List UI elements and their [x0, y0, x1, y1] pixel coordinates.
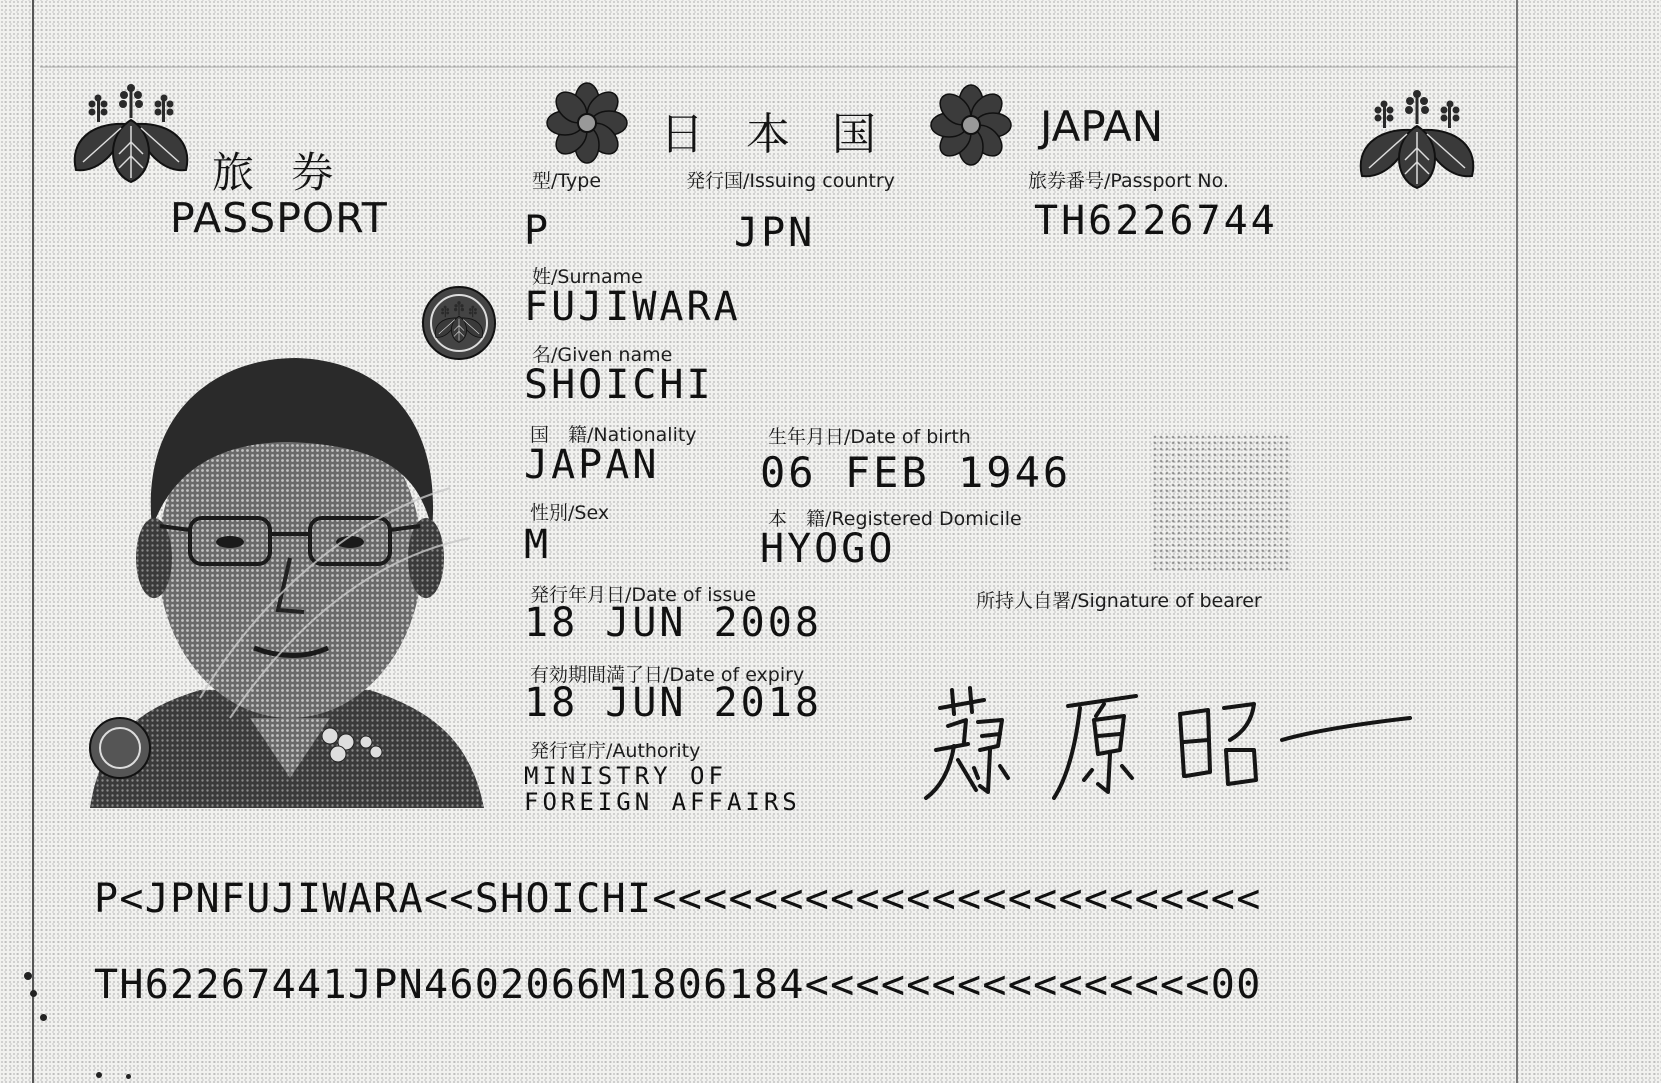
registered-domicile-value: HYOGO — [760, 526, 896, 572]
signature-label: 所持人自署/Signature of bearer — [976, 590, 1262, 612]
surname-label: 姓/Surname — [532, 266, 643, 288]
date-of-expiry-label: 有効期間満了日/Date of expiry — [530, 664, 805, 686]
date-of-issue-label: 発行年月日/Date of issue — [530, 584, 757, 606]
japan-kanji-title: 日 本 国 — [660, 109, 890, 160]
date-of-issue-value: 18 JUN 2008 — [524, 600, 822, 646]
passport-no-label: 旅券番号/Passport No. — [1028, 170, 1229, 192]
type-label: 型/Type — [532, 170, 602, 192]
date-of-expiry-value: 18 JUN 2018 — [524, 680, 822, 726]
paulownia-crest-icon — [66, 80, 196, 200]
scan-speckle — [24, 972, 32, 980]
passport-title: PASSPORT — [170, 194, 388, 242]
registered-domicile-label: 本 籍/Registered Domicile — [768, 508, 1022, 530]
authority-label: 発行官庁/Authority — [530, 740, 701, 762]
nationality-value: JAPAN — [524, 442, 660, 488]
issuing-country-label: 発行国/Issuing country — [686, 170, 895, 192]
holder-photo — [70, 338, 502, 820]
given-name-value: SHOICHI — [524, 362, 714, 408]
type-value: P — [524, 208, 552, 254]
ryoken-kanji-title: 旅 券 — [212, 148, 346, 197]
paulownia-crest-icon — [1352, 82, 1482, 210]
sex-value: M — [524, 522, 552, 568]
scan-speckle — [30, 990, 37, 997]
sex-label: 性別/Sex — [530, 502, 610, 524]
hologram-patch — [1152, 434, 1292, 572]
chrysanthemum-seal-icon — [928, 82, 1014, 168]
authority-value-line1: MINISTRY OF — [524, 762, 727, 790]
surname-value: FUJIWARA — [524, 284, 741, 330]
date-of-birth-label: 生年月日/Date of birth — [768, 426, 971, 448]
nationality-label: 国 籍/Nationality — [530, 424, 697, 446]
bearer-signature — [918, 680, 1418, 810]
authority-value-line2: FOREIGN AFFAIRS — [524, 788, 801, 816]
scan-speckle — [96, 1072, 102, 1078]
scan-speckle — [40, 1014, 47, 1021]
date-of-birth-value: 06 FEB 1946 — [760, 448, 1072, 497]
issuing-country-value: JPN — [734, 210, 816, 256]
page-left-edge — [32, 0, 34, 1083]
mrz-line-2: TH62267441JPN4602066M1806184<<<<<<<<<<<<<<<<00 — [94, 962, 1262, 1008]
page-top-edge — [40, 66, 1516, 68]
chrysanthemum-seal-icon — [544, 80, 630, 166]
given-name-label: 名/Given name — [532, 344, 673, 366]
passport-no-value: TH6226744 — [1034, 198, 1278, 244]
page-right-edge — [1516, 0, 1518, 1083]
scan-speckle — [126, 1074, 131, 1079]
japan-english-title: JAPAN — [1040, 102, 1164, 151]
mrz-line-1: P<JPNFUJIWARA<<SHOICHI<<<<<<<<<<<<<<<<<<<<<<<< — [94, 876, 1262, 922]
